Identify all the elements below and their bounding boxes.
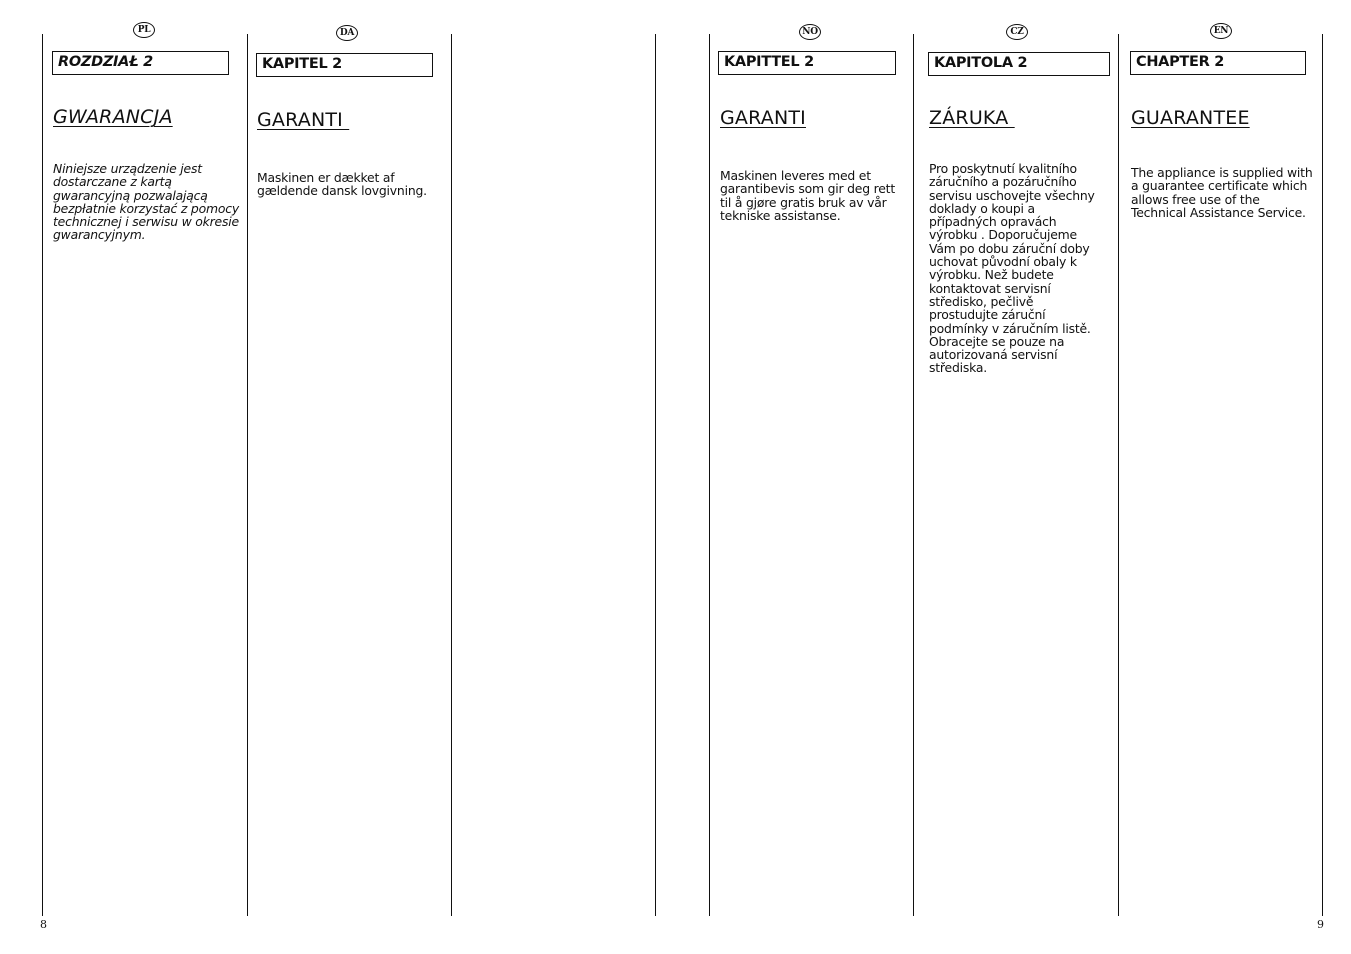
section-title-cz: ZÁRUKA bbox=[929, 107, 1015, 129]
chapter-box-da: KAPITEL 2 bbox=[256, 53, 433, 77]
body-text-no: Maskinen leveres med et garantibevis som gir deg rett til å gjøre gratis bruk av vår tekniske assistanse. bbox=[720, 168, 895, 223]
language-badge-no: NO bbox=[799, 24, 821, 40]
section-title-en: GUARANTEE bbox=[1131, 107, 1250, 129]
section-title-da: GARANTI bbox=[257, 109, 350, 131]
chapter-box-pl: ROZDZIAŁ 2 bbox=[52, 51, 229, 75]
body-text-pl: Niniejsze urządzenie jest dostarczane z kartą gwarancyjną pozwalającą bezpłatnie korzystać z pomocy technicznej i serwisu w okresie gwarancyjnym. bbox=[53, 161, 239, 243]
chapter-box-en: CHAPTER 2 bbox=[1130, 51, 1306, 75]
body-text-en: The appliance is supplied with a guarantee certificate which allows free use of the Technical Assistance Service. bbox=[1131, 165, 1313, 220]
column-divider bbox=[42, 34, 43, 916]
column-divider bbox=[709, 34, 710, 916]
language-badge-pl: PL bbox=[133, 22, 155, 38]
column-divider bbox=[913, 34, 914, 916]
section-title-pl: GWARANCJA bbox=[53, 106, 173, 128]
language-badge-da: DA bbox=[336, 25, 358, 41]
language-badge-en: EN bbox=[1210, 23, 1232, 39]
column-divider bbox=[247, 34, 248, 916]
language-badge-cz: CZ bbox=[1006, 24, 1028, 40]
chapter-box-no: KAPITTEL 2 bbox=[718, 51, 896, 75]
page-number-left: 8 bbox=[40, 918, 47, 931]
body-text-da: Maskinen er dækket af gældende dansk lovgivning. bbox=[257, 170, 427, 199]
column-divider bbox=[1118, 34, 1119, 916]
column-divider bbox=[451, 34, 452, 916]
column-divider bbox=[655, 34, 656, 916]
chapter-box-cz: KAPITOLA 2 bbox=[928, 52, 1110, 76]
column-divider bbox=[1322, 34, 1323, 916]
body-text-cz: Pro poskytnutí kvalitního záručního a pozáručního servisu uschovejte všechny doklady o koupi a případných opravách výrobku . Doporučujeme Vám po dobu záruční doby uchovat původní obaly k výrobku. Než budete kontaktovat servisní středisko, pečlivě prostudujte záruční podmínky v záručním listě. Obracejte se pouze na autorizovaná servisní střediska. bbox=[929, 161, 1095, 376]
page-number-right: 9 bbox=[1317, 918, 1324, 931]
section-title-no: GARANTI bbox=[720, 107, 806, 129]
